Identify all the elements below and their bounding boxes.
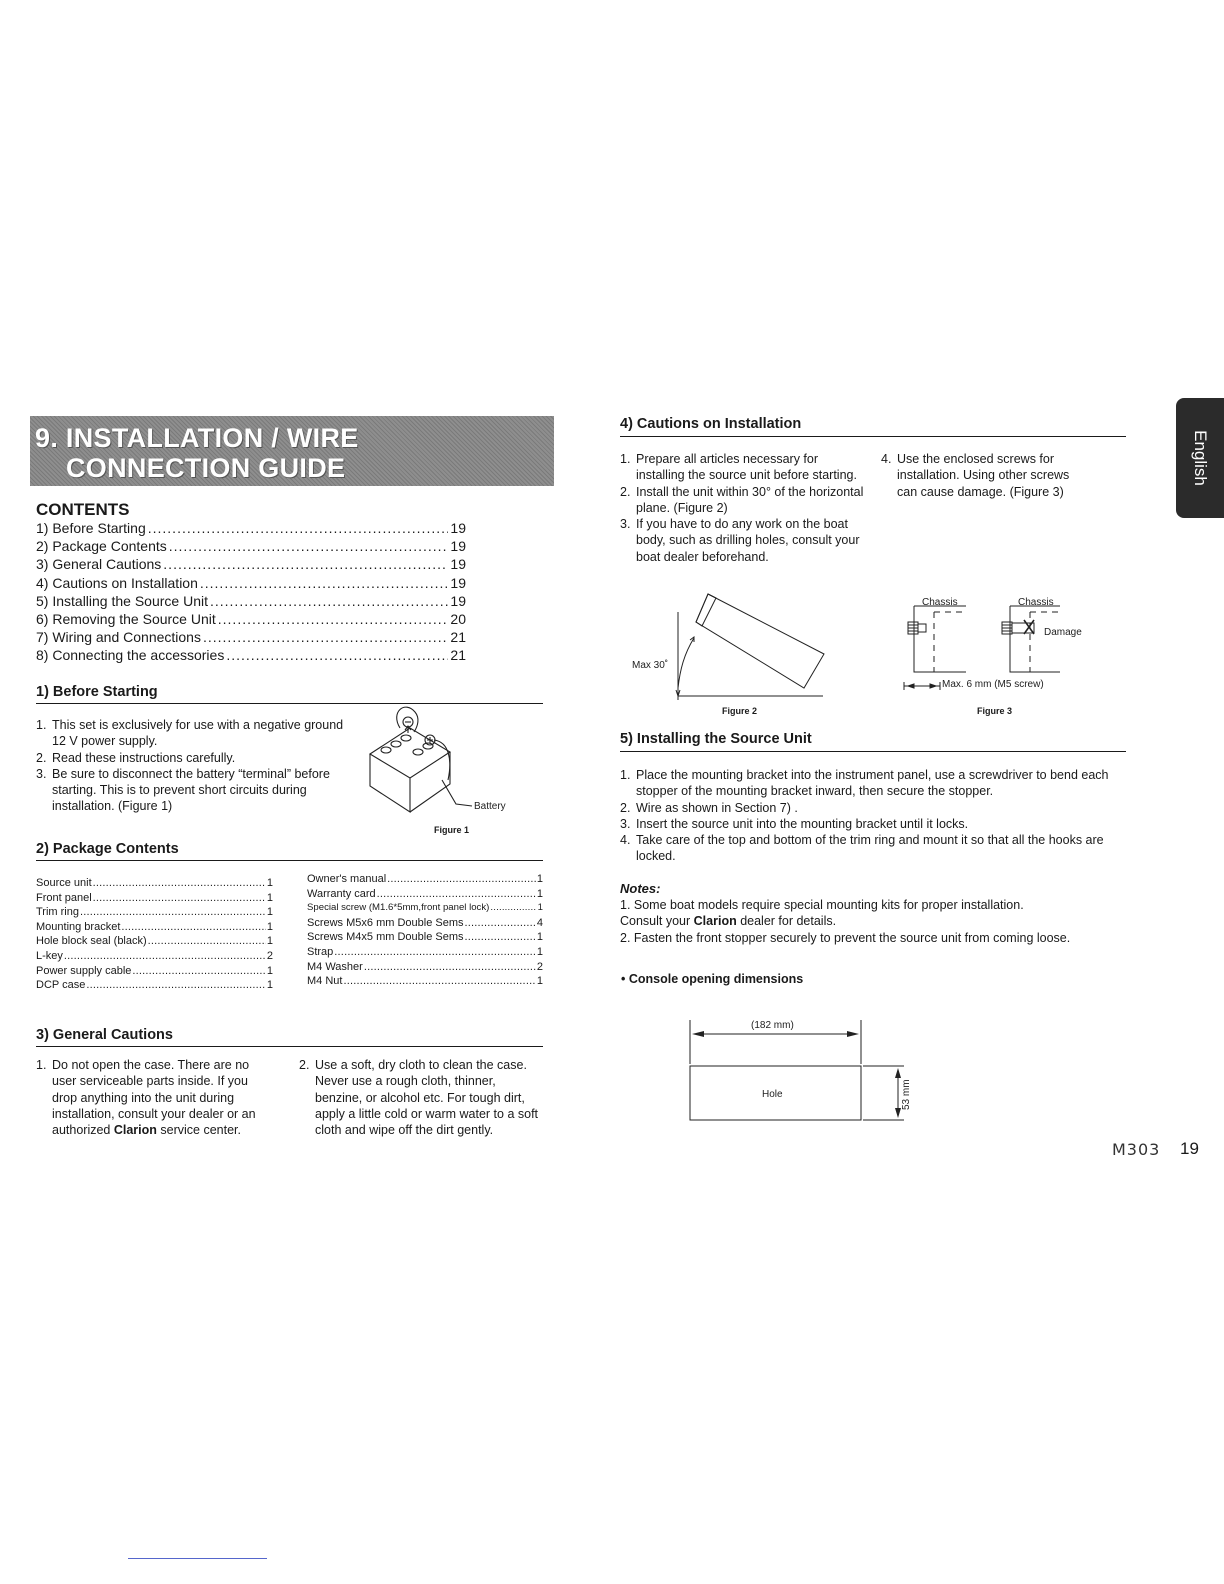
toc-item[interactable]: 3) General Cautions ..... 19 — [36, 555, 466, 573]
title-line-2: CONNECTION GUIDE — [66, 453, 346, 483]
list-item: 4. Use the enclosed screws for installation. Using other screws can cause damage. (Figure 3) — [881, 452, 1070, 499]
list-item: Screws M5x6 mm Double Sems ..... 4 — [307, 916, 543, 931]
list-item: Special screw (M1.6*5mm,front panel lock) ..... 1 — [307, 901, 543, 916]
list-item: Power supply cable ..... 1 — [36, 964, 273, 979]
console-opening-diagram — [684, 1014, 920, 1126]
battery-illustration — [360, 702, 520, 824]
height-dimension-label: 53 mm — [901, 1079, 912, 1110]
list-item: DCP case ..... 1 — [36, 978, 273, 993]
console-dimensions-heading: • Console opening dimensions — [621, 972, 804, 986]
list-item: Screws M4x5 mm Double Sems ..... 1 — [307, 930, 543, 945]
list-item: 1. Place the mounting bracket into the instrument panel, use a screwdriver to bend each stopper of the mounting bracket inward, then secure the stopper. — [620, 768, 1109, 799]
divider — [36, 1046, 543, 1047]
table-of-contents — [36, 519, 466, 665]
figure-2-caption: Figure 2 — [722, 706, 758, 716]
general-cautions-list-right — [299, 1057, 545, 1138]
toc-item[interactable]: 5) Installing the Source Unit ..... 19 — [36, 592, 466, 610]
toc-item[interactable]: 1) Before Starting ..... 19 — [36, 519, 466, 537]
toc-item[interactable]: 7) Wiring and Connections ..... 21 — [36, 628, 466, 646]
divider — [36, 860, 543, 861]
list-item: 1. Prepare all articles necessary for installing the source unit before starting. — [620, 452, 857, 483]
list-item: Mounting bracket ..... 1 — [36, 920, 273, 935]
package-contents-heading: 2) Package Contents — [36, 841, 179, 857]
package-list-left — [36, 876, 273, 993]
installing-heading: 5) Installing the Source Unit — [620, 731, 812, 747]
list-item: Owner's manual ..... 1 — [307, 872, 543, 887]
figure-3-screw-diagram — [900, 594, 1090, 698]
list-item: Strap ..... 1 — [307, 945, 543, 960]
figure-1-caption: Figure 1 — [434, 825, 470, 835]
chassis-label-1: Chassis — [922, 597, 958, 608]
cautions-installation-list-left — [620, 451, 870, 565]
brand-name: Clarion — [113, 1123, 157, 1138]
list-item: 3. Insert the source unit into the mounting bracket until it locks. — [620, 816, 969, 831]
list-item: 1. This set is exclusively for use with a negative ground 12 V power supply. — [36, 718, 344, 749]
language-tab-label: English — [1191, 430, 1210, 486]
toc-item[interactable]: 4) Cautions on Installation ..... 19 — [36, 574, 466, 592]
list-item: 2. Wire as shown in Section 7) . — [620, 800, 798, 815]
model-number: M303 — [1112, 1140, 1161, 1159]
figure-2-angle-diagram — [628, 588, 838, 702]
list-item: 3. Be sure to disconnect the battery “terminal” before starting. This is to prevent short circuits during installation. (Figure 1) — [36, 766, 330, 814]
list-item: Front panel ..... 1 — [36, 891, 273, 906]
list-item: 4. Take care of the top and bottom of the trim ring and mount it so that all the hooks are locked. — [620, 833, 1104, 864]
max-screw-label: Max. 6 mm (M5 screw) — [942, 679, 1044, 690]
list-item: Warranty card ..... 1 — [307, 887, 543, 902]
note-1: 1. Some boat models require special mounting kits for proper installation. — [620, 898, 1024, 912]
note-2: 2. Fasten the front stopper securely to prevent the source unit from coming loose. — [620, 930, 1071, 945]
list-item: Trim ring ..... 1 — [36, 905, 273, 920]
hole-label: Hole — [762, 1089, 783, 1100]
list-item: 2. Read these instructions carefully. — [36, 750, 236, 765]
cautions-installation-list-right — [881, 451, 1091, 500]
width-dimension-label: (182 mm) — [751, 1020, 794, 1031]
section-title-banner — [30, 416, 554, 486]
note-1-continued: Consult your Clarion dealer for details. — [620, 914, 837, 929]
divider — [620, 751, 1126, 752]
battery-label: Battery — [474, 801, 506, 812]
list-item: L-key ..... 2 — [36, 949, 273, 964]
before-starting-heading: 1) Before Starting — [36, 684, 158, 700]
language-tab[interactable] — [1176, 398, 1224, 518]
list-item: 2. Install the unit within 30° of the horizontal plane. (Figure 2) — [620, 484, 864, 515]
general-cautions-heading: 3) General Cautions — [36, 1027, 173, 1043]
contents-heading: CONTENTS — [36, 500, 130, 519]
cautions-installation-heading: 4) Cautions on Installation — [620, 416, 802, 432]
max-angle-label: Max 30˚ — [632, 660, 669, 671]
damage-label: Damage — [1044, 627, 1082, 638]
bottom-link-line — [128, 1558, 267, 1559]
divider — [620, 436, 1126, 437]
toc-item[interactable]: 8) Connecting the accessories ..... 21 — [36, 646, 466, 664]
list-item: M4 Nut ..... 1 — [307, 974, 543, 989]
chassis-label-2: Chassis — [1018, 597, 1054, 608]
list-item: M4 Washer ..... 2 — [307, 960, 543, 975]
package-list-right — [307, 872, 543, 989]
toc-item[interactable]: 2) Package Contents ..... 19 — [36, 537, 466, 555]
notes-heading: Notes: — [620, 881, 661, 896]
before-starting-list — [36, 717, 354, 815]
installing-list — [620, 767, 1120, 865]
general-cautions-list-left — [36, 1057, 276, 1138]
list-item: 2. Use a soft, dry cloth to clean the case. Never use a rough cloth, thinner, benzine, or alcohol etc. For tough dirt, apply a little cold or warm water to a soft cloth and wipe off the dirt gently. — [299, 1058, 539, 1138]
toc-item[interactable]: 6) Removing the Source Unit ..... 20 — [36, 610, 466, 628]
notes-body — [620, 897, 1130, 946]
page-number: 19 — [1180, 1139, 1199, 1158]
figure-3-caption: Figure 3 — [977, 706, 1013, 716]
title-line-1: 9. INSTALLATION / WIRE — [35, 423, 359, 453]
list-item: Hole block seal (black) ..... 1 — [36, 934, 273, 949]
list-item: 1. Do not open the case. There are no user serviceable parts inside. If you drop anything into the unit during installation, consult your dealer or an authorized Clarion service center. — [36, 1058, 256, 1138]
list-item: Source unit ..... 1 — [36, 876, 273, 891]
list-item: 3. If you have to do any work on the boat body, such as drilling holes, consult your boat dealer beforehand. — [620, 517, 860, 564]
brand-name: Clarion — [693, 914, 737, 929]
